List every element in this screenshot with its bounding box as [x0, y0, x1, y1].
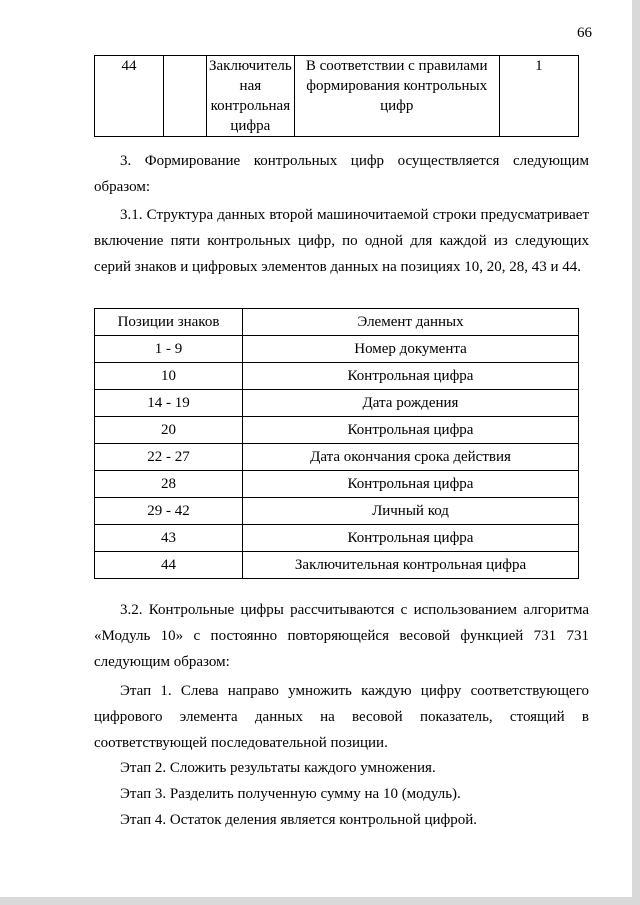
column-header-element: Элемент данных	[243, 309, 579, 336]
paragraph-line: 3.2. Контрольные цифры рассчитываются с использованием алгоритма	[120, 602, 589, 618]
paragraph-3-1	[94, 202, 589, 280]
paragraph-line: «Модуль 10» с постоянно повторяющейся весовой функцией 731 731	[94, 628, 589, 644]
top-table	[94, 55, 579, 137]
paragraph-line: цифрового элемента данных на весовой показатель, стоящий в	[94, 709, 589, 725]
table-row	[95, 498, 579, 525]
steps-2-4	[94, 755, 589, 833]
table-cell-element: Дата рождения	[243, 390, 579, 417]
table-header-row	[95, 309, 579, 336]
element-line: контрольная	[210, 98, 291, 114]
paragraph-line: серий знаков и цифровых элементов данных на позициях 10, 20, 28, 43 и 44.	[94, 259, 581, 275]
paragraph-line: следующим образом:	[94, 654, 230, 670]
table-row	[95, 56, 579, 137]
step-2-line: Этап 2. Сложить результаты каждого умножения.	[120, 760, 436, 776]
paragraph-3-2	[94, 597, 589, 675]
table-cell-empty	[164, 56, 207, 137]
table-cell-element: Контрольная цифра	[243, 471, 579, 498]
table-row	[95, 552, 579, 579]
table-cell-positions: 1 - 9	[95, 336, 243, 363]
column-header-positions: Позиции знаков	[95, 309, 243, 336]
table-cell-positions: 28	[95, 471, 243, 498]
paragraph-line: 3. Формирование контрольных цифр осуществляется следующим	[120, 153, 589, 169]
table-cell-positions: 29 - 42	[95, 498, 243, 525]
table-cell-count: 1	[499, 56, 578, 137]
rule-line: В соответствии с правилами	[305, 58, 488, 74]
table-row	[95, 471, 579, 498]
step-3-line: Этап 3. Разделить полученную сумму на 10 (модуль).	[120, 786, 461, 802]
table-cell-element: Номер документа	[243, 336, 579, 363]
table-cell-positions: 22 - 27	[95, 444, 243, 471]
rule-line: цифр	[380, 98, 414, 114]
table-cell-element: Заключительная контрольная цифра	[243, 552, 579, 579]
table-cell-element: Контрольная цифра	[243, 417, 579, 444]
table-cell-position: 44	[95, 56, 164, 137]
paragraph-line: Этап 1. Слева направо умножить каждую цифру соответствующего	[120, 683, 589, 699]
element-line: цифра	[230, 118, 271, 134]
table-cell-positions: 43	[95, 525, 243, 552]
table-cell-element: Контрольная цифра	[243, 525, 579, 552]
page-edge-right	[632, 0, 640, 905]
table-cell-positions: 44	[95, 552, 243, 579]
table-cell-positions: 14 - 19	[95, 390, 243, 417]
check-digit-positions-table	[94, 308, 579, 579]
table-cell-rule	[294, 56, 499, 137]
table-row	[95, 336, 579, 363]
table-row	[95, 417, 579, 444]
table-cell-positions: 20	[95, 417, 243, 444]
table-cell-element: Личный код	[243, 498, 579, 525]
paragraph-line: соответствующей последовательной позиции.	[94, 735, 388, 751]
page-edge-bottom	[0, 897, 640, 905]
paragraph-line: включение пяти контрольных цифр, по одной для каждой из следующих	[94, 233, 589, 249]
table-row	[95, 525, 579, 552]
table-cell-element: Дата окончания срока действия	[243, 444, 579, 471]
section-3-paragraph	[94, 148, 589, 200]
step-4-line: Этап 4. Остаток деления является контрольной цифрой.	[120, 812, 478, 828]
table-row	[95, 363, 579, 390]
paragraph-line: 3.1. Структура данных второй машиночитаемой строки предусматривает	[120, 207, 589, 223]
step-1-paragraph	[94, 678, 589, 756]
paragraph-line: образом:	[94, 179, 151, 195]
table-cell-element	[207, 56, 295, 137]
rule-line: формирования контрольных	[306, 78, 488, 94]
page-number: 66	[577, 25, 592, 41]
table-row	[95, 390, 579, 417]
element-line: Заключитель	[209, 58, 292, 74]
table-cell-element: Контрольная цифра	[243, 363, 579, 390]
element-line: ная	[239, 78, 262, 94]
table-row	[95, 444, 579, 471]
table-cell-positions: 10	[95, 363, 243, 390]
